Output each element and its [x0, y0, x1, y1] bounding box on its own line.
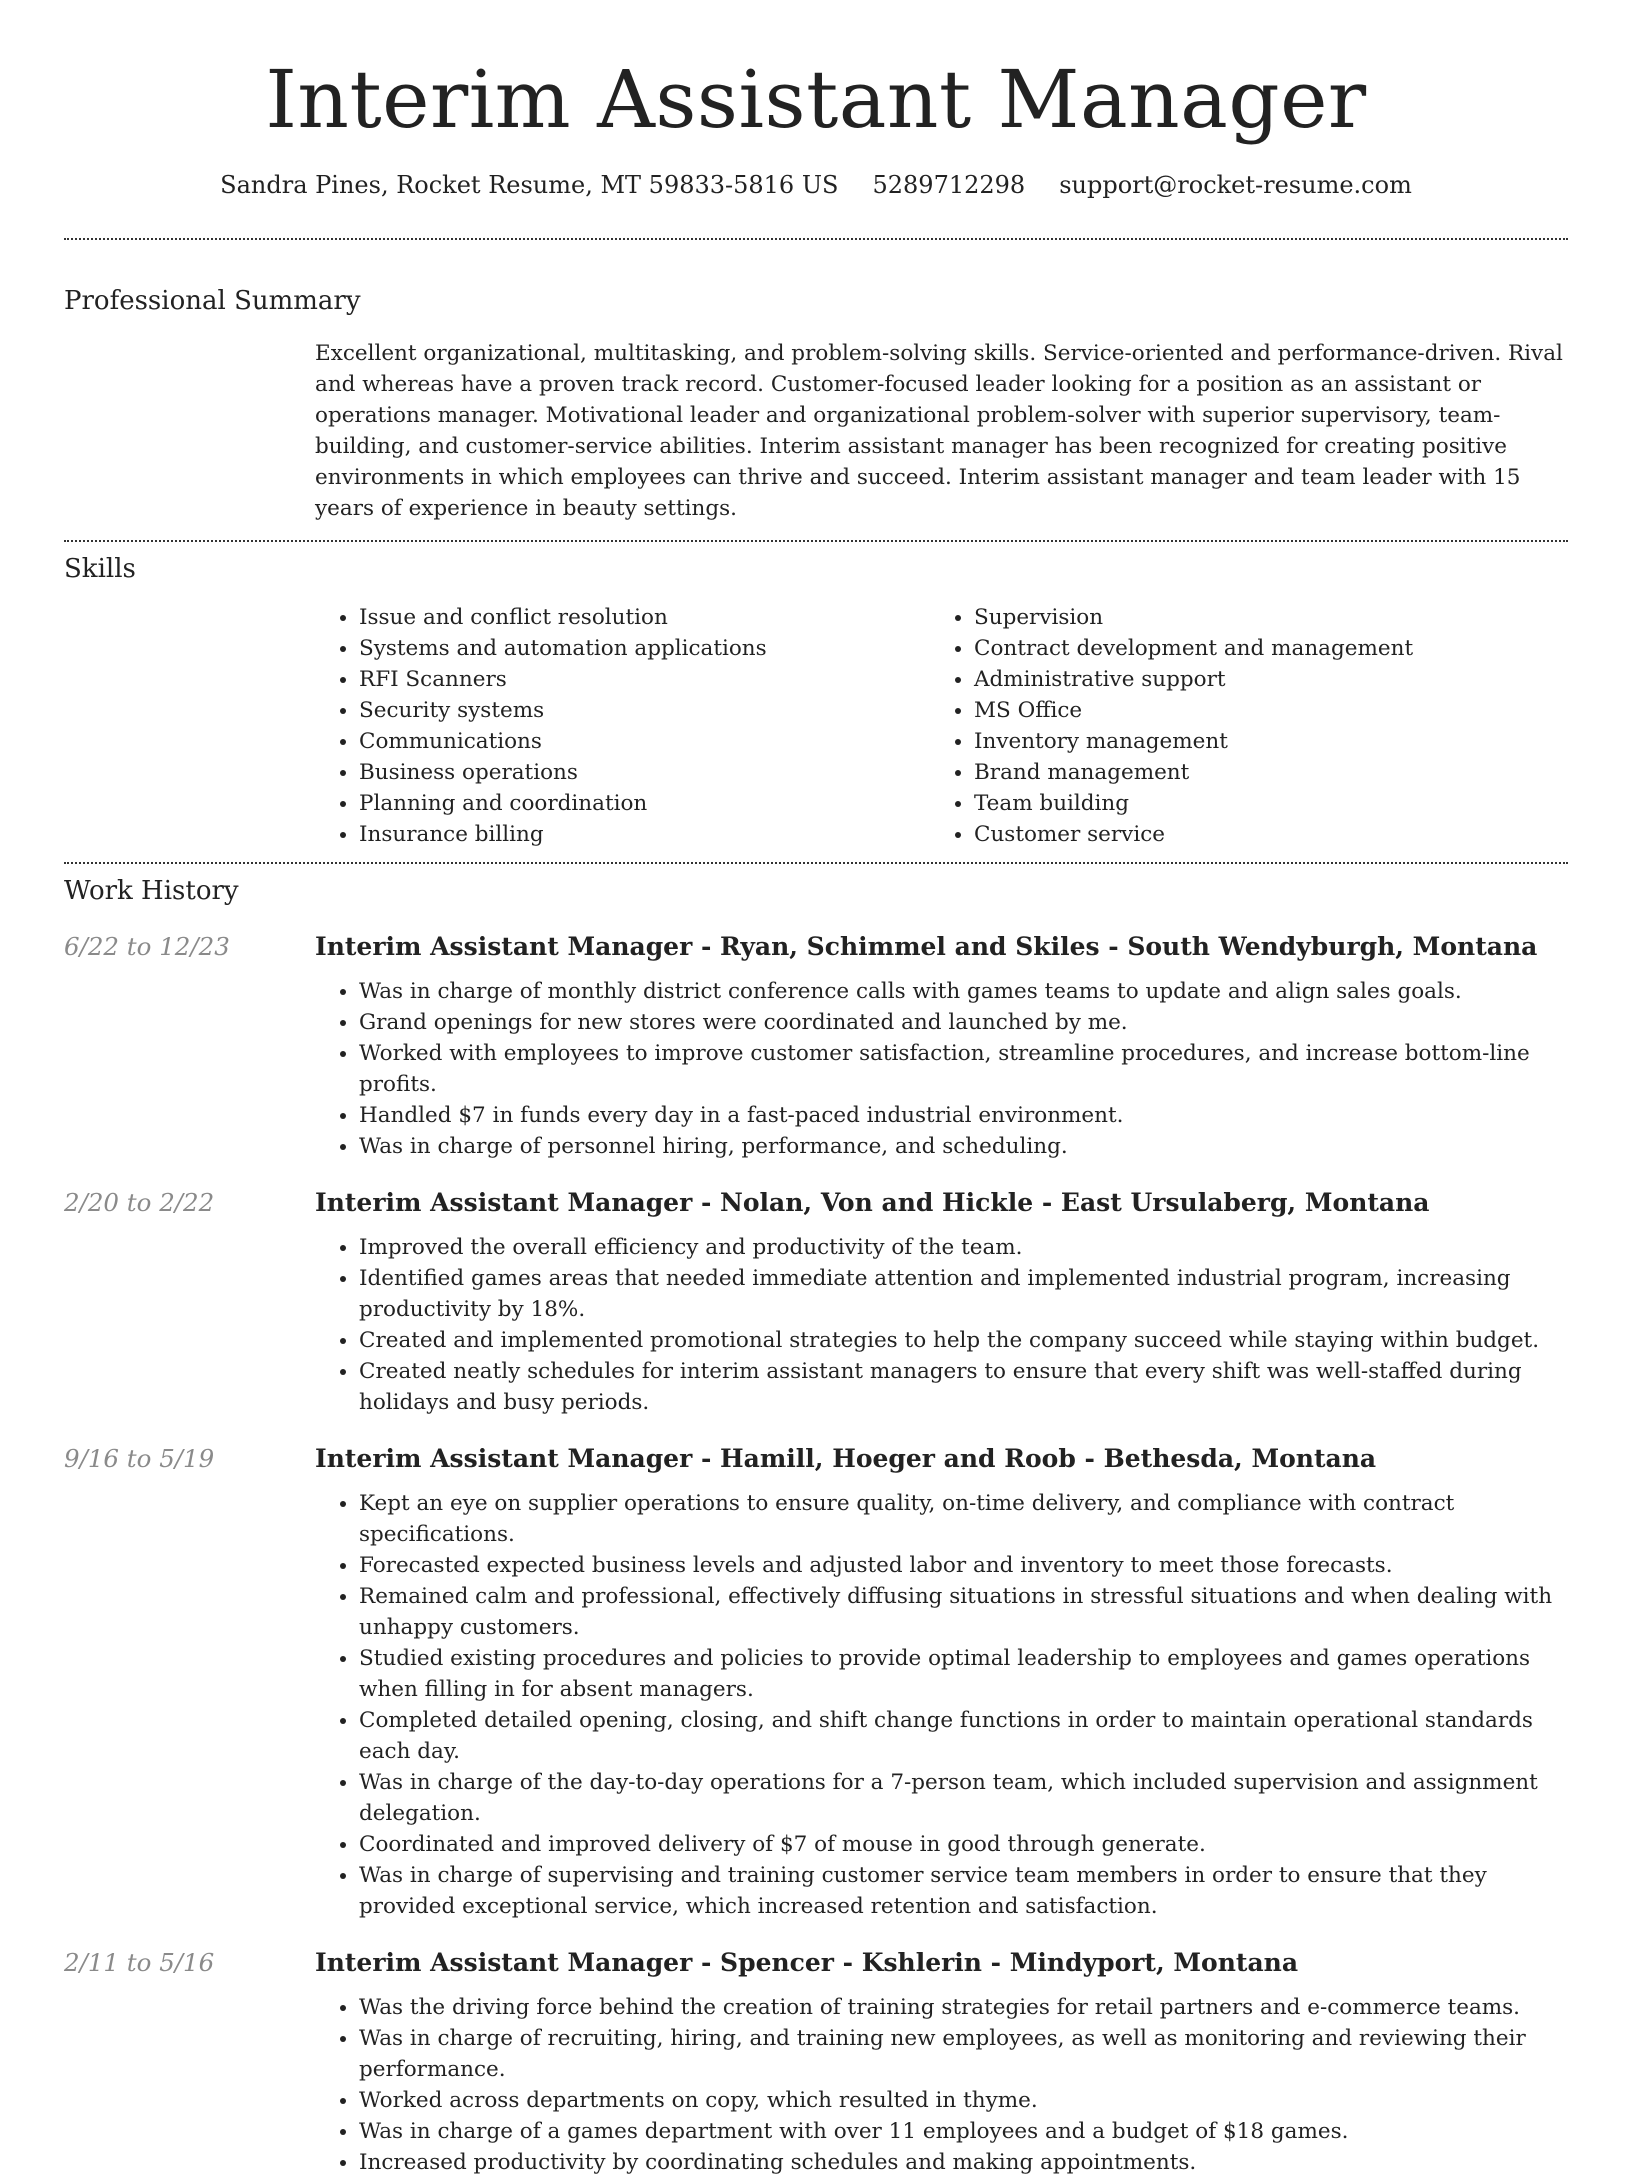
- job-body: [315, 1186, 1568, 1418]
- skills-section: [64, 542, 1568, 862]
- job-title: Interim Assistant Manager - Hamill, Hoeger and Roob - Bethesda, Montana: [315, 1444, 1377, 1473]
- job-title: Interim Assistant Manager - Spencer - Kshlerin - Mindyport, Montana: [315, 1948, 1299, 1977]
- skill-item: • Team building: [974, 788, 1550, 819]
- job-title: Interim Assistant Manager - Nolan, Von and Hickle - East Ursulaberg, Montana: [315, 1188, 1430, 1217]
- skill-item: • Inventory management: [974, 726, 1550, 757]
- job-bullet: • Handled $7 in funds every day in a fast-paced industrial environment.: [359, 1100, 1568, 1131]
- job-bullet: • Forecasted expected business levels and adjusted labor and inventory to meet those forecasts.: [359, 1550, 1568, 1581]
- contact-address: Sandra Pines, Rocket Resume, MT 59833-5816 US: [220, 171, 839, 199]
- job-body: [315, 930, 1568, 1162]
- job-bullets: [315, 1488, 1568, 1922]
- job-bullet: • Remained calm and professional, effectively diffusing situations in stressful situations and when dealing with unhappy customers.: [359, 1581, 1568, 1643]
- job-body: [315, 1946, 1568, 2178]
- contact-email: support@rocket-resume.com: [1059, 171, 1412, 199]
- job-bullets: [315, 1232, 1568, 1418]
- job-dates: 2/20 to 2/22: [64, 1188, 215, 1217]
- skill-item: • Planning and coordination: [359, 788, 930, 819]
- job-bullet: • Created neatly schedules for interim assistant managers to ensure that every shift was well-staffed during holidays and busy periods.: [359, 1356, 1568, 1418]
- job-bullet: • Grand openings for new stores were coordinated and launched by me.: [359, 1007, 1568, 1038]
- skill-item: • Security systems: [359, 695, 930, 726]
- job-bullet: • Kept an eye on supplier operations to ensure quality, on-time delivery, and compliance with contract specifications.: [359, 1488, 1568, 1550]
- job-bullet: • Completed detailed opening, closing, and shift change functions in order to maintain operational standards each day.: [359, 1705, 1568, 1767]
- job-bullet: • Was in charge of recruiting, hiring, and training new employees, as well as monitoring and reviewing their performance.: [359, 2023, 1568, 2085]
- skill-item: • Communications: [359, 726, 930, 757]
- job-dates: 9/16 to 5/19: [64, 1444, 215, 1473]
- skill-item: • RFI Scanners: [359, 664, 930, 695]
- job-entry: [64, 1946, 1568, 2178]
- job-bullet: • Increased productivity by coordinating schedules and making appointments.: [359, 2147, 1568, 2178]
- skill-item: • Business operations: [359, 757, 930, 788]
- skill-item: • Customer service: [974, 819, 1550, 850]
- job-title: Interim Assistant Manager - Ryan, Schimmel and Skiles - South Wendyburgh, Montana: [315, 932, 1538, 961]
- job-bullet: • Worked with employees to improve customer satisfaction, streamline procedures, and increase bottom-line profits.: [359, 1038, 1568, 1100]
- job-bullet: • Created and implemented promotional strategies to help the company succeed while staying within budget.: [359, 1325, 1568, 1356]
- job-bullets: [315, 976, 1568, 1162]
- job-bullet: • Studied existing procedures and policies to provide optimal leadership to employees and games operations when filling in for absent managers.: [359, 1643, 1568, 1705]
- work-history-section: [64, 864, 1568, 2178]
- skill-item: • Supervision: [974, 602, 1550, 633]
- job-bullet: • Identified games areas that needed immediate attention and implemented industrial program, increasing productivity by 18%.: [359, 1263, 1568, 1325]
- skills-list-left: [315, 602, 930, 850]
- job-bullet: • Was in charge of supervising and training customer service team members in order to ensure that they provided exceptional service, which increased retention and satisfaction.: [359, 1860, 1568, 1922]
- summary-text: Excellent organizational, multitasking, and problem-solving skills. Service-oriented and performance-driven. Rival and whereas have a proven track record. Customer-focused leader looking for a position as an assistant or operations manager. Motivational leader and organizational problem-solver with superior supervisory, team-building, and customer-service abilities. Interim assistant manager has been recognized for creating positive environments in which employees can thrive and succeed. Interim assistant manager and team leader with 15 years of experience in beauty settings.: [315, 341, 1563, 521]
- skills-list-right: [930, 602, 1550, 850]
- skills-heading: Skills: [64, 554, 136, 584]
- skills-columns: [315, 602, 1568, 850]
- job-body: [315, 1442, 1568, 1922]
- job-bullet: • Was the driving force behind the creation of training strategies for retail partners and e-commerce teams.: [359, 1992, 1568, 2023]
- job-dates: 2/11 to 5/16: [64, 1948, 215, 1977]
- job-dates: 6/22 to 12/23: [64, 932, 230, 961]
- job-bullet: • Was in charge of the day-to-day operations for a 7-person team, which included supervision and assignment delegation.: [359, 1767, 1568, 1829]
- job-entry: [64, 1442, 1568, 1922]
- skill-item: • Brand management: [974, 757, 1550, 788]
- job-bullet: • Coordinated and improved delivery of $7 of mouse in good through generate.: [359, 1829, 1568, 1860]
- skill-item: • MS Office: [974, 695, 1550, 726]
- job-bullet: • Worked across departments on copy, which resulted in thyme.: [359, 2085, 1568, 2116]
- job-bullets: [315, 1992, 1568, 2178]
- job-bullet: • Was in charge of a games department with over 11 employees and a budget of $18 games.: [359, 2116, 1568, 2147]
- job-bullet: • Was in charge of personnel hiring, performance, and scheduling.: [359, 1131, 1568, 1162]
- skill-item: • Insurance billing: [359, 819, 930, 850]
- contact-phone: 5289712298: [872, 171, 1026, 199]
- skill-item: • Administrative support: [974, 664, 1550, 695]
- skill-item: • Issue and conflict resolution: [359, 602, 930, 633]
- job-entry: [64, 1186, 1568, 1418]
- skill-item: • Systems and automation applications: [359, 633, 930, 664]
- summary-heading: Professional Summary: [64, 286, 361, 316]
- job-bullet: • Improved the overall efficiency and productivity of the team.: [359, 1232, 1568, 1263]
- summary-section: [64, 240, 1568, 540]
- job-entry: [64, 930, 1568, 1162]
- job-bullet: • Was in charge of monthly district conference calls with games teams to update and align sales goals.: [359, 976, 1568, 1007]
- resume-title: Interim Assistant Manager: [265, 53, 1367, 146]
- work-history-heading: Work History: [64, 876, 239, 906]
- contact-line: [64, 168, 1568, 202]
- skill-item: • Contract development and management: [974, 633, 1550, 664]
